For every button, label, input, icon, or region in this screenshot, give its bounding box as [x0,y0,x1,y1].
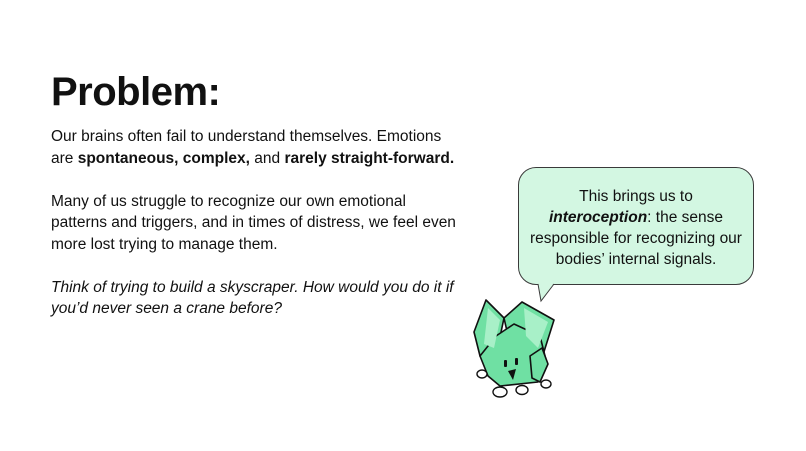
bubble-emphasis-interoception: interoception [549,209,648,226]
paragraph-emotions-prefix: Our brains often fail to understand themselves. Emotions are [51,128,442,167]
paragraph-emotions [51,126,461,169]
bubble-text-prefix: This brings us to [579,188,693,205]
emphasis-rarely-straightforward: rarely straight-forward. [284,149,455,167]
speech-bubble [518,167,754,285]
paragraph-emotions-mid: and [249,149,285,167]
slide-title: Problem: [51,70,221,114]
paragraph-struggle: Many of us struggle to recognize our own emotional patterns and triggers, and in times of distress, we feel even more lost trying to manage them. [51,192,456,253]
paragraph-skyscraper: Think of trying to build a skyscraper. How would you do it if you’d never seen a crane before? [51,278,454,317]
body-text [51,126,461,320]
emphasis-spontaneous-complex: spontaneous, complex, [77,149,250,167]
bubble-text-suffix: : the sense responsible for recognizing our bodies’ internal signals. [530,209,742,268]
crystal-character-icon [470,296,556,400]
